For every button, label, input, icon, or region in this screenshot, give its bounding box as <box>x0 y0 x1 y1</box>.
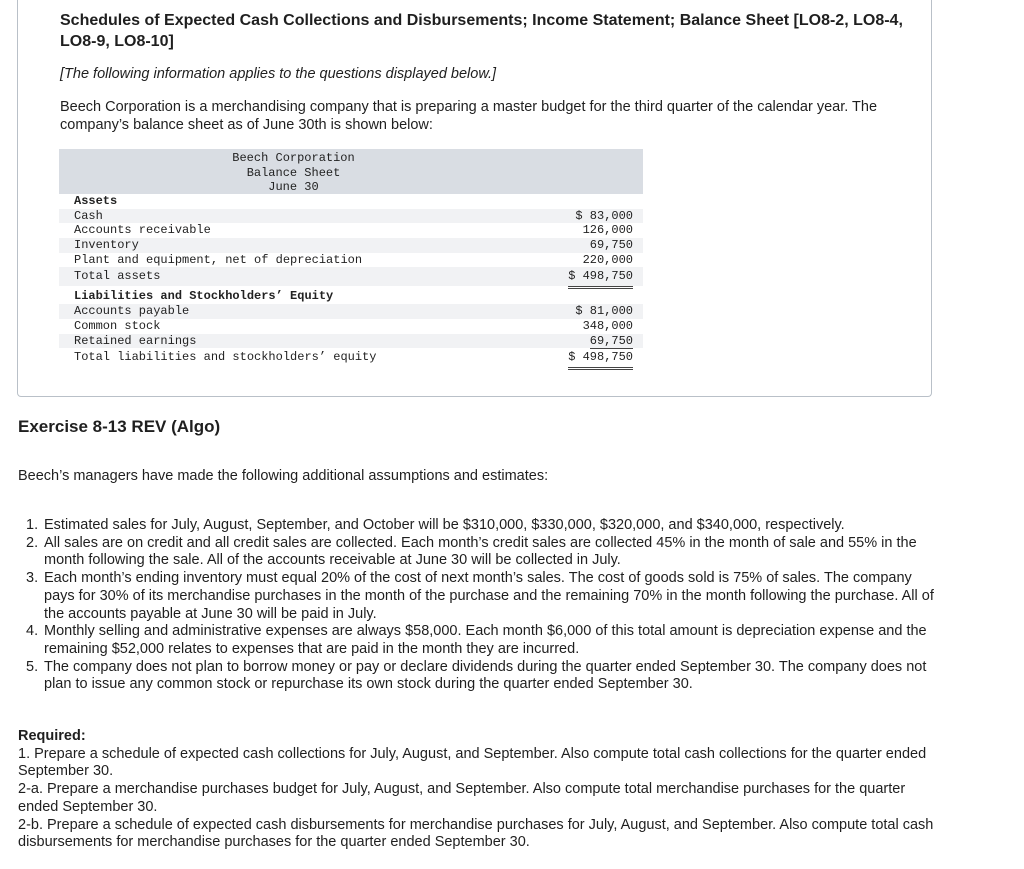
row-label: Total liabilities and stockholders’ equity <box>74 350 377 365</box>
total-assets-row <box>59 267 643 286</box>
row-label: Cash <box>74 208 103 223</box>
row-value: 69,750 <box>589 238 633 253</box>
row-value: 220,000 <box>582 252 633 267</box>
row-label: Accounts payable <box>74 304 190 319</box>
row-value: $ 83,000 <box>575 208 633 223</box>
list-number: 4. <box>26 623 39 640</box>
intro-note: [The following information applies to the questions displayed below.] <box>60 66 497 82</box>
list-number: 5. <box>26 658 39 675</box>
required-item: 2-b. Prepare a schedule of expected cash disbursements for merchandise purchases for July, August, and September. Also compute total cash disbursements for merchandise purchases for the quarter ended September 30. <box>18 816 934 851</box>
assets-heading-row <box>59 194 643 209</box>
row-label: Inventory <box>74 238 139 253</box>
assumptions-intro: Beech’s managers have made the following additional assumptions and estimates: <box>18 468 549 484</box>
table-row <box>59 334 643 349</box>
list-text: Estimated sales for July, August, September, and October will be $310,000, $330,000, $320,000, and $340,000, respectively. <box>44 517 845 533</box>
table-row <box>59 319 643 334</box>
company-name: Beech Corporation <box>232 151 355 165</box>
statement-date: June 30 <box>268 180 319 194</box>
problem-title: Schedules of Expected Cash Collections and Disbursements; Income Statement; Balance Sheet [LO8-2, LO8-4, LO8-9, LO8-10] <box>60 12 903 50</box>
company-description: Beech Corporation is a merchandising company that is preparing a master budget for the third quarter of the calendar year. The company’s balance sheet as of June 30th is shown below: <box>60 99 878 133</box>
table-row <box>59 304 643 319</box>
list-text: Each month’s ending inventory must equal 20% of the cost of next month’s sales. The cost of goods sold is 75% of sales. The company pays for 30% of its merchandise purchases in the month of the purchase and the remaining 70% in the month following the purchase. All of the accounts payable at June 30 will be paid in July. <box>44 570 934 622</box>
row-label: Accounts receivable <box>74 223 211 238</box>
required-title: Required: <box>18 728 86 744</box>
table-row <box>59 223 643 238</box>
list-text: The company does not plan to borrow money or pay or declare dividends during the quarter ended September 30. The company does not plan to issue any common stock or repurchase its own stock during the quarter ended September 30. <box>44 658 927 693</box>
table-row <box>59 253 643 268</box>
liabilities-heading: Liabilities and Stockholders’ Equity <box>74 289 334 304</box>
row-value: 348,000 <box>582 318 633 333</box>
list-text: Monthly selling and administrative expenses are always $58,000. Each month $6,000 of this total amount is depreciation expense and the remaining $52,000 relates to expenses that are paid in the month they are incurred. <box>44 623 927 657</box>
list-number: 1. <box>26 517 39 533</box>
row-value: 126,000 <box>582 223 633 238</box>
list-item <box>26 623 936 658</box>
balance-sheet-table <box>59 149 643 367</box>
list-number: 3. <box>26 570 39 587</box>
row-value: 69,750 <box>589 333 633 348</box>
liabilities-heading-row <box>59 289 643 304</box>
row-value: $ 498,750 <box>568 348 633 370</box>
exercise-title: Exercise 8-13 REV (Algo) <box>18 417 221 436</box>
row-label: Total assets <box>74 269 161 284</box>
row-label: Plant and equipment, net of depreciation <box>74 252 363 267</box>
table-row <box>59 209 643 224</box>
row-value: $ 81,000 <box>575 304 633 319</box>
list-item <box>26 517 936 535</box>
assets-heading: Assets <box>74 194 118 208</box>
required-section <box>18 728 938 852</box>
statement-name: Balance Sheet <box>246 165 341 180</box>
required-item: 1. Prepare a schedule of expected cash collections for July, August, and September. Also compute total cash collections for the quarter ended September 30. <box>18 745 927 780</box>
list-number: 2. <box>26 534 39 551</box>
required-item: 2-a. Prepare a merchandise purchases budget for July, August, and September. Also compute total merchandise purchases for the quarter ended September 30. <box>18 781 906 815</box>
list-item <box>26 535 936 570</box>
assumptions-list <box>26 517 936 694</box>
list-text: All sales are on credit and all credit sales are collected. Each month’s credit sales are collected 45% in the month of sale and 55% in the month following the sale. All of the accounts receivable at June 30 will be collected in July. <box>44 534 917 569</box>
list-item <box>26 570 936 623</box>
balance-sheet-header <box>59 149 643 194</box>
list-item <box>26 659 936 694</box>
row-label: Retained earnings <box>74 333 197 348</box>
total-liabilities-row <box>59 348 643 367</box>
row-value: $ 498,750 <box>568 267 633 289</box>
row-label: Common stock <box>74 318 161 333</box>
table-row <box>59 238 643 253</box>
